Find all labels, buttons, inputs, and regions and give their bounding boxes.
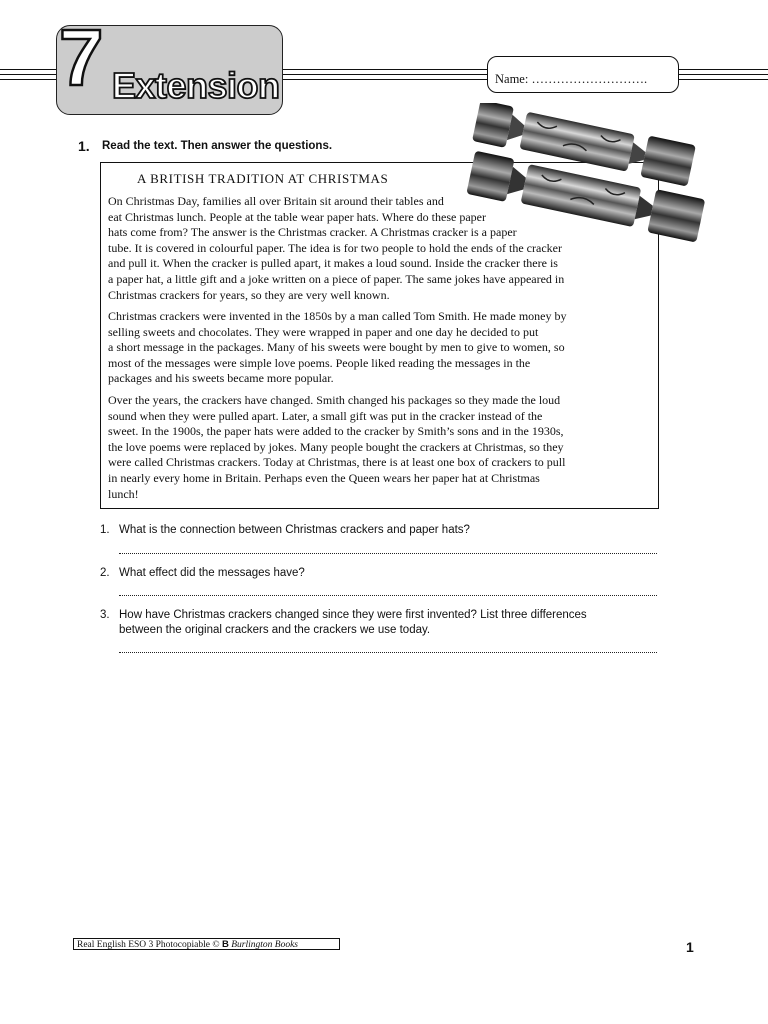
unit-title: Extension	[112, 65, 280, 106]
text-line: packages and his sweets became more popular.	[108, 371, 334, 386]
question-text: How have Christmas crackers changed since they were first invented? List three differences	[119, 609, 587, 621]
question-number: 1.	[100, 524, 110, 536]
question-text: What is the connection between Christmas crackers and paper hats?	[119, 524, 470, 536]
text-line: tube. It is covered in colourful paper. The idea is for two people to hold the ends of the cracker	[108, 240, 562, 255]
text-line: hats come from? The answer is the Christmas cracker. A Christmas cracker is a paper	[108, 225, 517, 240]
answer-line-2[interactable]	[119, 595, 657, 596]
exercise-number: 1.	[78, 138, 90, 154]
christmas-cracker-photo-icon	[452, 103, 722, 253]
text-title: A BRITISH TRADITION AT CHRISTMAS	[137, 171, 389, 186]
paragraph-2	[108, 309, 567, 387]
footer-text: Real English ESO 3 Photocopiable ©	[77, 940, 222, 950]
text-line: a short message in the packages. Many of his sweets were bought by men to give to women, so	[108, 340, 565, 355]
question-number: 2.	[100, 567, 110, 579]
unit-number: 7	[59, 25, 104, 102]
text-line: in nearly every home in Britain. Perhaps even the Queen wears her paper hat at Christmas	[108, 470, 540, 485]
text-line: sound when they were pulled apart. Later, a small gift was put in the cracker instead of the	[108, 408, 543, 423]
text-line: Christmas crackers were invented in the 1850s by a man called Tom Smith. He made money by	[108, 309, 567, 323]
text-line: Over the years, the crackers have changed. Smith changed his packages so they made the loud	[108, 393, 561, 407]
text-line: lunch!	[108, 486, 139, 501]
answer-line-3[interactable]	[119, 652, 657, 653]
burlington-logo-icon: B	[221, 939, 229, 950]
text-line: the love poems were replaced by jokes. Many people bought the crackers at Christmas, so they	[108, 439, 564, 454]
unit-badge	[56, 25, 283, 115]
text-line: sweet. In the 1900s, the paper hats were added to the cracker by Smith’s sons and in the 1930s,	[108, 424, 564, 439]
page-number: 1	[686, 939, 694, 955]
text-line: a paper hat, a little gift and a joke written on a piece of paper. The same jokes have appeared in	[108, 271, 565, 286]
paragraph-3	[108, 393, 565, 502]
name-field[interactable]	[487, 56, 679, 93]
text-line: Christmas crackers for years, so they are very well known.	[108, 287, 390, 302]
text-line: were called Christmas crackers. Today at Christmas, there is at least one box of crackers to pull	[108, 455, 566, 470]
text-line: most of the messages were simple love poems. People liked reading the messages in the	[108, 355, 531, 370]
question-text: What effect did the messages have?	[119, 567, 305, 579]
footer-brand: Burlington Books	[231, 940, 298, 950]
name-label: Name: ……………………….	[495, 72, 648, 86]
question-text: between the original crackers and the crackers we use today.	[119, 624, 431, 636]
answer-line-1[interactable]	[119, 553, 657, 554]
text-line: and pull it. When the cracker is pulled apart, it makes a loud sound. Inside the cracker there is	[108, 256, 558, 271]
text-line: eat Christmas lunch. People at the table wear paper hats. Where do these paper	[108, 209, 486, 224]
copyright-footer	[73, 938, 340, 950]
text-line: On Christmas Day, families all over Britain sit around their tables and	[108, 194, 444, 208]
text-line: selling sweets and chocolates. They were wrapped in paper and one day he decided to put	[108, 324, 539, 339]
exercise-instruction: Read the text. Then answer the questions.	[102, 140, 333, 152]
question-number: 3.	[100, 609, 110, 621]
